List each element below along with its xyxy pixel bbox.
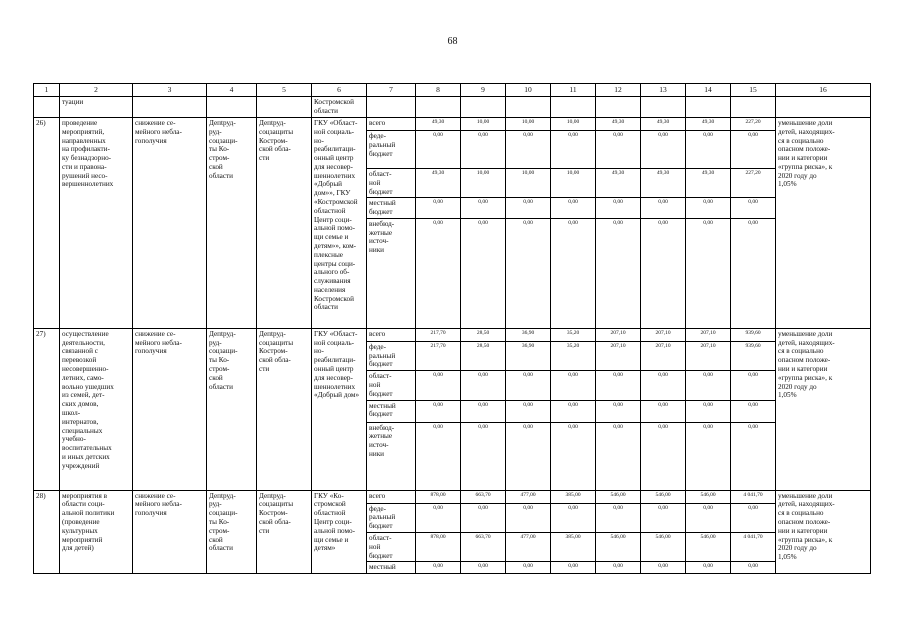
- amount-cell: 0,00: [731, 400, 776, 422]
- amount-cell: 0,00: [461, 503, 506, 532]
- amount-cell: 878,00: [416, 490, 461, 503]
- amount-cell: 0,00: [506, 198, 551, 219]
- amount-cell: 0,00: [596, 198, 641, 219]
- amount-cell: 217,70: [416, 341, 461, 370]
- amount-cell: 28,50: [461, 341, 506, 370]
- row-number: 26): [34, 118, 60, 329]
- amount-cell: 49,30: [596, 169, 641, 198]
- coordinator-cell: Депtруд- руд- соцзащи- ты Ко- стром- ской области: [207, 490, 257, 573]
- column-number-1: 1: [34, 84, 60, 97]
- amount-cell: 36,90: [506, 328, 551, 341]
- amount-cell: 0,00: [551, 503, 596, 532]
- amount-cell: 28,50: [461, 328, 506, 341]
- activity-cell: мероприятия в области соци- альной политики (проведение культурных мероприятий для детей): [60, 490, 133, 573]
- amount-cell: 0,00: [641, 503, 686, 532]
- amount-cell: 10,00: [551, 118, 596, 131]
- amount-cell: 0,00: [551, 218, 596, 328]
- amount-cell: 385,00: [551, 490, 596, 503]
- table-row: [34, 118, 871, 131]
- page-number: 68: [447, 36, 458, 47]
- amount-cell: 546,00: [641, 532, 686, 561]
- amount-cell: 0,00: [416, 371, 461, 400]
- column-number-15: 15: [731, 84, 776, 97]
- amount-cell: 0,00: [506, 371, 551, 400]
- amount-cell: 663,70: [461, 490, 506, 503]
- continuation-activity-cell: туации: [60, 97, 133, 118]
- continuation-cell-4: [207, 97, 257, 118]
- amount-cell: 0,00: [416, 400, 461, 422]
- column-number-11: 11: [551, 84, 596, 97]
- amount-cell: 0,00: [686, 131, 731, 169]
- amount-cell: 0,00: [461, 131, 506, 169]
- amount-cell: 49,30: [641, 169, 686, 198]
- funding-source-cell: всего: [367, 118, 416, 131]
- amount-cell: 0,00: [461, 562, 506, 574]
- amount-cell: 49,30: [416, 169, 461, 198]
- amount-cell: 939,60: [731, 328, 776, 341]
- amount-cell: 878,00: [416, 532, 461, 561]
- amount-cell: 0,00: [506, 422, 551, 490]
- expected-result-cell: уменьшение доли детей, находящих- ся в социально опасном положе- нии и категории «группа риска», к 2020 году до 1,05%: [776, 118, 871, 329]
- amount-cell: 227,20: [731, 118, 776, 131]
- continuation-cell-16: [776, 97, 871, 118]
- continuation-cell-12: [596, 97, 641, 118]
- funding-source-cell: феде- ральный бюджет: [367, 503, 416, 532]
- amount-cell: 477,00: [506, 490, 551, 503]
- column-number-2: 2: [60, 84, 133, 97]
- activity-cell: осуществление деятельности, связанной с перевозкой несовершенно- летних, само- вольно ушедших из семей, дет- ских домов, школ- интернатов, специальных учебно- воспитательных и иных детских учреждений: [60, 328, 133, 490]
- amount-cell: 477,00: [506, 532, 551, 561]
- amount-cell: 0,00: [731, 503, 776, 532]
- amount-cell: 0,00: [551, 198, 596, 219]
- amount-cell: 10,00: [506, 169, 551, 198]
- amount-cell: 0,00: [731, 131, 776, 169]
- amount-cell: 4 041,70: [731, 490, 776, 503]
- column-number-4: 4: [207, 84, 257, 97]
- amount-cell: 0,00: [596, 218, 641, 328]
- participants-cell: ГКУ «Област- ной социаль- но- реабилитаци- онный центр для несовер- шеннолетних «Добрый дом»», ГКУ «Костромской областной Центр соци- альной помо- щи семье и детям»», ком- плексные центры соци- ального об- служивания населения Костромской области: [312, 118, 367, 329]
- amount-cell: 0,00: [416, 218, 461, 328]
- amount-cell: 0,00: [506, 131, 551, 169]
- amount-cell: 49,30: [641, 118, 686, 131]
- amount-cell: 0,00: [596, 422, 641, 490]
- funding-source-cell: внебюд- жетные источ- ники: [367, 422, 416, 490]
- continuation-cell-7: [367, 97, 416, 118]
- amount-cell: 0,00: [596, 400, 641, 422]
- amount-cell: 0,00: [641, 400, 686, 422]
- amount-cell: 0,00: [641, 371, 686, 400]
- table-row: [34, 328, 871, 341]
- expected-result-cell: уменьшение доли детей, находящих- ся в социально опасном положе- нии и категории «группа риска», к 2020 году до 1,05%: [776, 328, 871, 490]
- amount-cell: 546,00: [596, 490, 641, 503]
- continuation-cell-13: [641, 97, 686, 118]
- coordinator-cell: Депtруд- руд- соцзащи- ты Ко- стром- ской области: [207, 328, 257, 490]
- amount-cell: 227,20: [731, 169, 776, 198]
- amount-cell: 0,00: [686, 371, 731, 400]
- amount-cell: 0,00: [731, 562, 776, 574]
- column-number-row: [34, 84, 871, 97]
- amount-cell: 10,00: [506, 118, 551, 131]
- column-number-14: 14: [686, 84, 731, 97]
- funding-source-cell: всего: [367, 328, 416, 341]
- continuation-row: [34, 97, 871, 118]
- funding-source-cell: област- ной бюджет: [367, 169, 416, 198]
- amount-cell: 546,00: [686, 490, 731, 503]
- amount-cell: 10,00: [461, 118, 506, 131]
- executor-cell: Депtруд- соцзащиты Костром- ской обла- сти: [257, 118, 312, 329]
- amount-cell: 0,00: [686, 422, 731, 490]
- funding-source-cell: местный бюджет: [367, 400, 416, 422]
- amount-cell: 49,30: [416, 118, 461, 131]
- participants-cell: ГКУ «Ко- стромской областной Центр соци- альной помо- щи семье и детям»: [312, 490, 367, 573]
- table-row: [34, 490, 871, 503]
- amount-cell: 35,20: [551, 341, 596, 370]
- amount-cell: 49,30: [686, 169, 731, 198]
- column-number-8: 8: [416, 84, 461, 97]
- continuation-cell-8: [416, 97, 461, 118]
- amount-cell: 0,00: [506, 218, 551, 328]
- amount-cell: 546,00: [596, 532, 641, 561]
- amount-cell: 207,10: [686, 341, 731, 370]
- amount-cell: 0,00: [686, 400, 731, 422]
- amount-cell: 36,90: [506, 341, 551, 370]
- column-number-12: 12: [596, 84, 641, 97]
- amount-cell: 0,00: [596, 131, 641, 169]
- amount-cell: 0,00: [686, 562, 731, 574]
- amount-cell: 217,70: [416, 328, 461, 341]
- amount-cell: 4 041,70: [731, 532, 776, 561]
- amount-cell: 35,20: [551, 328, 596, 341]
- amount-cell: 0,00: [641, 198, 686, 219]
- amount-cell: 0,00: [461, 218, 506, 328]
- amount-cell: 10,00: [551, 169, 596, 198]
- amount-cell: 49,30: [596, 118, 641, 131]
- continuation-cell-5: [257, 97, 312, 118]
- continuation-cell-14: [686, 97, 731, 118]
- continuation-cell-1: [34, 97, 60, 118]
- column-number-5: 5: [257, 84, 312, 97]
- amount-cell: 0,00: [731, 198, 776, 219]
- amount-cell: 0,00: [641, 218, 686, 328]
- amount-cell: 0,00: [461, 198, 506, 219]
- column-number-9: 9: [461, 84, 506, 97]
- amount-cell: 0,00: [731, 371, 776, 400]
- amount-cell: 0,00: [596, 371, 641, 400]
- amount-cell: 0,00: [461, 400, 506, 422]
- continuation-cell-11: [551, 97, 596, 118]
- amount-cell: 0,00: [506, 503, 551, 532]
- column-number-6: 6: [312, 84, 367, 97]
- amount-cell: 0,00: [461, 371, 506, 400]
- amount-cell: 0,00: [641, 131, 686, 169]
- funding-source-cell: област- ной бюджет: [367, 371, 416, 400]
- column-number-16: 16: [776, 84, 871, 97]
- column-number-7: 7: [367, 84, 416, 97]
- funding-source-cell: внебюд- жетные источ- ники: [367, 218, 416, 328]
- continuation-cell-9: [461, 97, 506, 118]
- amount-cell: 0,00: [596, 562, 641, 574]
- amount-cell: 0,00: [461, 422, 506, 490]
- coordinator-cell: Депtруд- руд- соцзащи- ты Ко- стром- ской области: [207, 118, 257, 329]
- amount-cell: 207,10: [686, 328, 731, 341]
- amount-cell: 0,00: [551, 131, 596, 169]
- row-number: 28): [34, 490, 60, 573]
- amount-cell: 0,00: [641, 422, 686, 490]
- amount-cell: 0,00: [551, 422, 596, 490]
- amount-cell: 0,00: [731, 422, 776, 490]
- funding-source-cell: феде- ральный бюджет: [367, 131, 416, 169]
- activity-cell: проведение мероприятий, направленных на профилакти- ку безнадзорно- сти и правона- рушений несо- вершеннолетних: [60, 118, 133, 329]
- amount-cell: 385,00: [551, 532, 596, 561]
- amount-cell: 663,70: [461, 532, 506, 561]
- continuation-cell-3: [133, 97, 207, 118]
- amount-cell: 0,00: [686, 218, 731, 328]
- amount-cell: 0,00: [686, 503, 731, 532]
- row-number: 27): [34, 328, 60, 490]
- amount-cell: 0,00: [416, 562, 461, 574]
- amount-cell: 0,00: [596, 503, 641, 532]
- amount-cell: 546,00: [641, 490, 686, 503]
- executor-cell: Депtруд- соцзащиты Костром- ской обла- сти: [257, 328, 312, 490]
- amount-cell: 10,00: [461, 169, 506, 198]
- goal-cell: снижение се- мейного небла- гополучия: [133, 328, 207, 490]
- column-number-10: 10: [506, 84, 551, 97]
- amount-cell: 0,00: [416, 198, 461, 219]
- amount-cell: 0,00: [416, 422, 461, 490]
- amount-cell: 0,00: [551, 371, 596, 400]
- amount-cell: 0,00: [416, 131, 461, 169]
- amount-cell: 0,00: [551, 562, 596, 574]
- program-activities-table: [33, 83, 871, 574]
- funding-source-cell: местный бюджет: [367, 198, 416, 219]
- amount-cell: 207,10: [641, 328, 686, 341]
- amount-cell: 939,60: [731, 341, 776, 370]
- amount-cell: 0,00: [416, 503, 461, 532]
- funding-source-cell: феде- ральный бюджет: [367, 341, 416, 370]
- goal-cell: снижение се- мейного небла- гополучия: [133, 490, 207, 573]
- amount-cell: 0,00: [731, 218, 776, 328]
- column-number-13: 13: [641, 84, 686, 97]
- goal-cell: снижение се- мейного небла- гополучия: [133, 118, 207, 329]
- amount-cell: 0,00: [551, 400, 596, 422]
- amount-cell: 0,00: [641, 562, 686, 574]
- participants-cell: ГКУ «Област- ной социаль- но- реабилитаци- онный центр для несовер- шеннолетних «Добрый дом»: [312, 328, 367, 490]
- amount-cell: 0,00: [506, 562, 551, 574]
- amount-cell: 207,10: [596, 341, 641, 370]
- continuation-participants-cell: Костромской области: [312, 97, 367, 118]
- funding-source-cell: област- ной бюджет: [367, 532, 416, 561]
- executor-cell: Депtруд- соцзащиты Костром- ской обла- сти: [257, 490, 312, 573]
- continuation-cell-15: [731, 97, 776, 118]
- amount-cell: 0,00: [506, 400, 551, 422]
- amount-cell: 207,10: [596, 328, 641, 341]
- continuation-cell-10: [506, 97, 551, 118]
- expected-result-cell: уменьшение доли детей, находящих- ся в социально опасном положе- нии и категории «группа риска», к 2020 году до 1,05%: [776, 490, 871, 573]
- amount-cell: 49,30: [686, 118, 731, 131]
- amount-cell: 207,10: [641, 341, 686, 370]
- amount-cell: 546,00: [686, 532, 731, 561]
- amount-cell: 0,00: [686, 198, 731, 219]
- funding-source-cell: местный: [367, 562, 416, 574]
- column-number-3: 3: [133, 84, 207, 97]
- funding-source-cell: всего: [367, 490, 416, 503]
